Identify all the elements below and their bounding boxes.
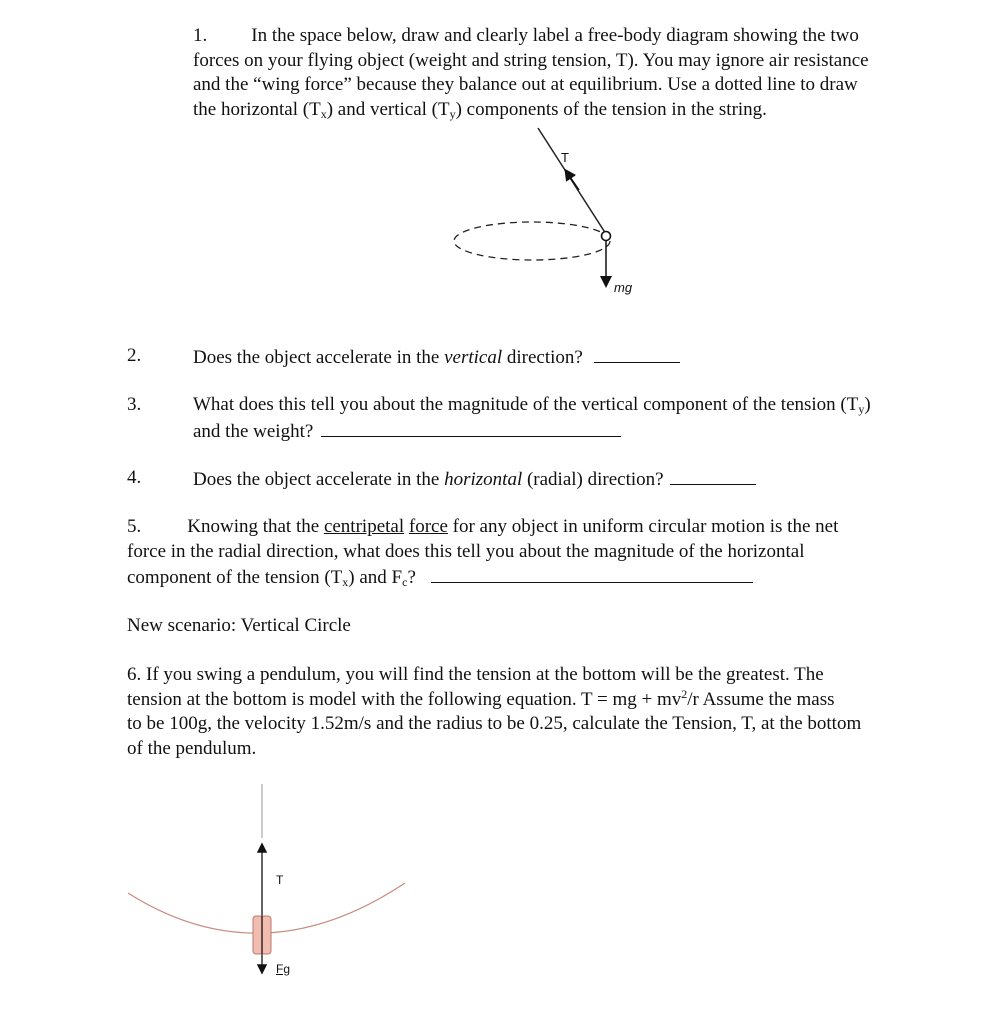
q1-line-3: and the “wing force” because they balance out at equilibrium. Use a dotted line to draw xyxy=(193,74,858,95)
q3-line-1: What does this tell you about the magnitude of the vertical component of the tension $(T_y)$ xyxy=(193,394,871,416)
mass-ball xyxy=(602,232,611,241)
q3-answer-blank[interactable] xyxy=(321,418,621,437)
q1-line-4: the horizontal $(T_x)$ and vertical $(T_y)$ components of the tension in the string. xyxy=(193,99,767,121)
q6-line-3: to be 100g, the velocity 1.52m/s and the radius to be 0.25, calculate the Tension, T, at the bottom xyxy=(127,713,862,734)
q2-number: 2. xyxy=(127,345,142,366)
q5-line-1: 5. Knowing that the centripetal force for any object in uniform circular motion is the net xyxy=(127,516,839,537)
diagram2-tension-label: T xyxy=(276,873,284,887)
q5-line-3: component of the tension $(T_x)$ and $F_c$? xyxy=(127,564,753,591)
q5-answer-blank[interactable] xyxy=(431,564,753,583)
q1-number: 1. xyxy=(193,25,208,46)
diagram2-weight-label: Fg xyxy=(276,962,291,976)
scenario-heading: New scenario: Vertical Circle xyxy=(127,615,351,636)
q3-line-2: and the weight? xyxy=(193,418,621,445)
q6-line-2: tension at the bottom is model with the following equation. T = mg + $mv^2/r$ Assume the mass xyxy=(127,687,835,710)
q5-number: 5. xyxy=(127,516,142,537)
tension-arrow xyxy=(566,171,579,190)
q3-number: 3. xyxy=(127,394,142,415)
q4-text: Does the object accelerate in the horizontal (radial) direction? xyxy=(193,466,756,493)
q1-line-2: forces on your flying object (weight and string tension, T). You may ignore air resistance xyxy=(193,50,869,71)
q4-number: 4. xyxy=(127,467,142,488)
q5-line-2: force in the radial direction, what does this tell you about the magnitude of the horizontal xyxy=(127,541,805,562)
q4-answer-blank[interactable] xyxy=(670,466,756,485)
diagram1-weight-label: mg xyxy=(614,280,633,295)
q6-line-4: of the pendulum. xyxy=(127,738,257,759)
q2-text: Does the object accelerate in the vertical direction? xyxy=(193,344,680,371)
q6-line-1: 6. If you swing a pendulum, you will find the tension at the bottom will be the greatest. The xyxy=(127,664,824,685)
circular-path-ellipse xyxy=(454,222,610,260)
q1-line-1: 1. In the space below, draw and clearly label a free-body diagram showing the two xyxy=(193,25,859,46)
diagram1-tension-label: T xyxy=(561,150,569,165)
q2-answer-blank[interactable] xyxy=(594,344,680,363)
